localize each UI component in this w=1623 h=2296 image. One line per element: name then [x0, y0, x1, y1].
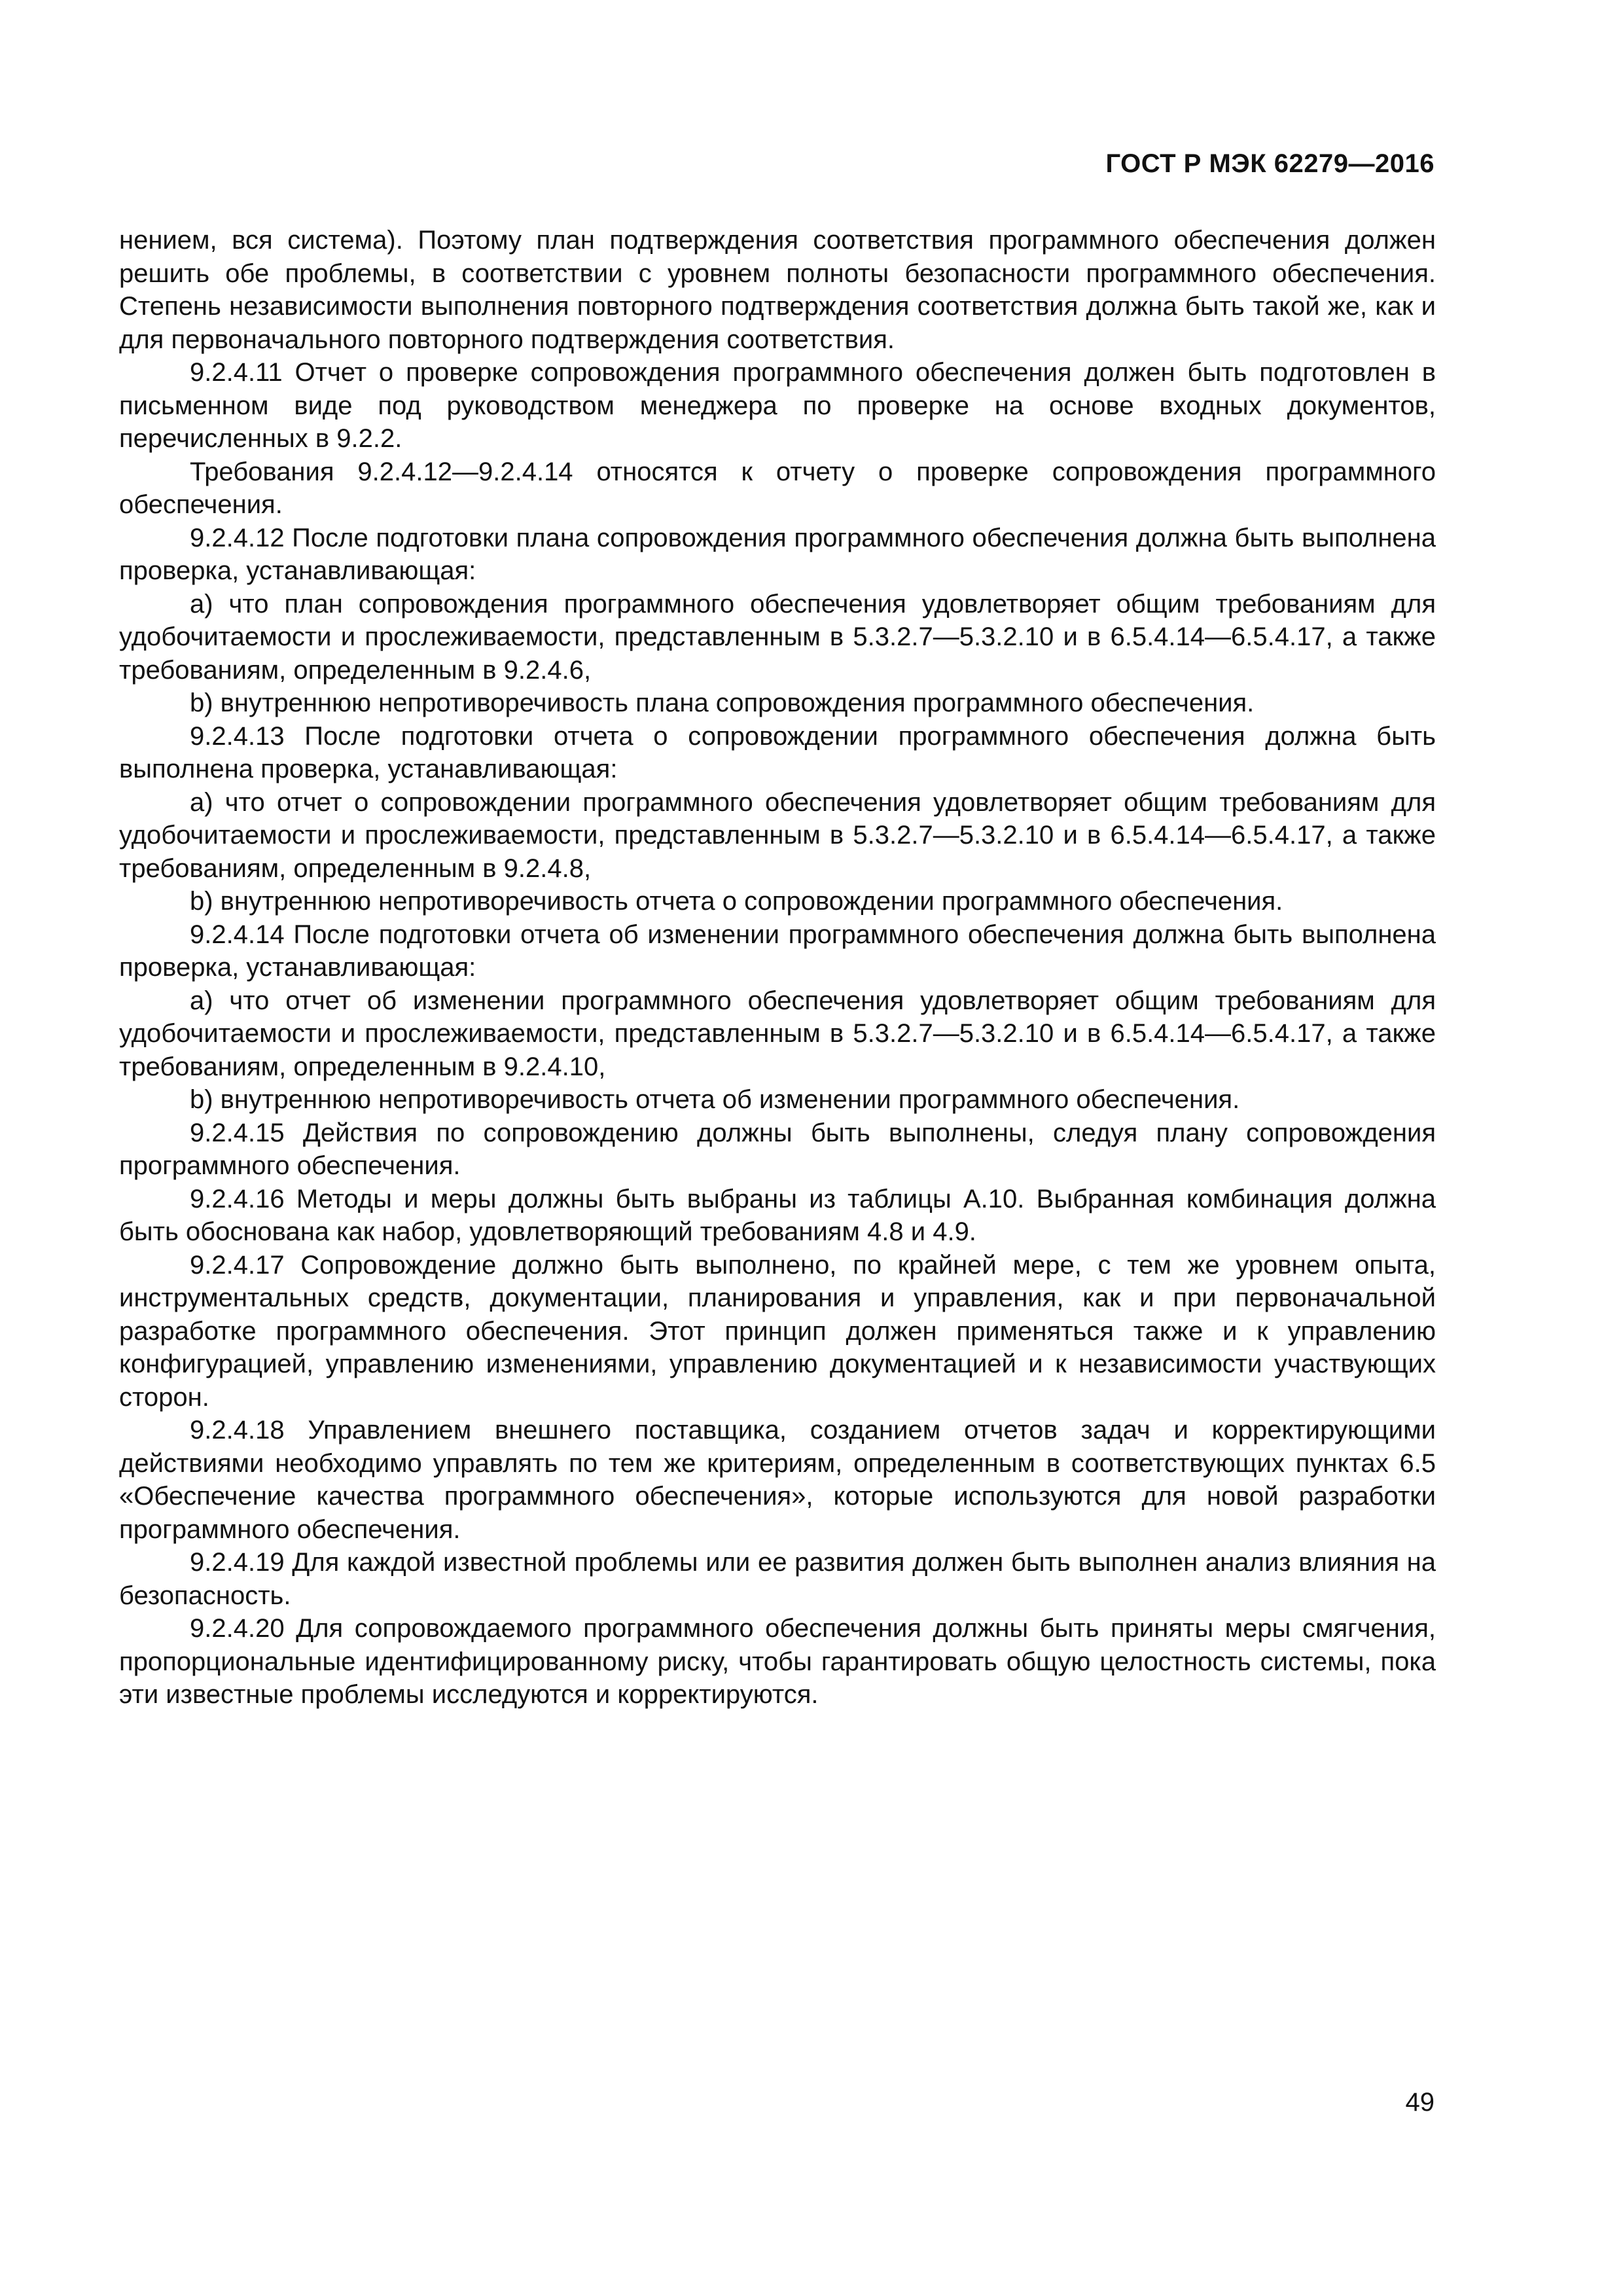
paragraph-9-2-4-17: 9.2.4.17 Сопровождение должно быть выполнено, по крайней мере, с тем же уровнем опыта, инструментальных средств, документации, планирования и управления, как и при первоначальной разработке программного обеспечения. Этот принцип должен применяться также и к управлению конфигурацией, управлению изменениями, управлению документацией и к независимости участвующих сторон. — [119, 1250, 1436, 1412]
paragraph-9-2-4-18: 9.2.4.18 Управлением внешнего поставщика, созданием отчетов задач и корректирующими действиями необходимо управлять по тем же критериям, определенным в соответствующих пунктах 6.5 «Обеспечение качества программного обеспечения», которые используются для новой разработки программного обеспечения. — [119, 1416, 1436, 1544]
document-body — [119, 224, 1436, 1712]
paragraph-9-2-4-19: 9.2.4.19 Для каждой известной проблемы или ее развития должен быть выполнен анализ влияния на безопасность. — [119, 1548, 1436, 1610]
paragraph-9-2-4-14: 9.2.4.14 После подготовки отчета об изменении программного обеспечения должна быть выполнена проверка, устанавливающая: — [119, 920, 1436, 982]
paragraph-requirements-note: Требования 9.2.4.12—9.2.4.14 относятся к отчету о проверке сопровождения программного обеспечения. — [119, 457, 1436, 519]
paragraph-9-2-4-20: 9.2.4.20 Для сопровождаемого программного обеспечения должны быть приняты меры смягчения, пропорциональные идентифицированному риску, чтобы гарантировать общую целостность системы, пока эти известные проблемы исследуются и корректируются. — [119, 1614, 1436, 1709]
paragraph-continuation: нением, вся система). Поэтому план подтверждения соответствия программного обеспечения должен решить обе проблемы, в соответствии с уровнем полноты безопасности программного обеспечения. Степень независимости выполнения повторного подтверждения соответствия должна быть такой же, как и для первоначального повторного подтверждения соответствия. — [119, 226, 1436, 354]
page-number: 49 — [1405, 2088, 1435, 2117]
list-item-b: b) внутреннюю непротиворечивость плана сопровождения программного обеспечения. — [190, 689, 1255, 717]
document-header: ГОСТ Р МЭК 62279—2016 — [1105, 149, 1435, 178]
list-item-a: a) что отчет о сопровождении программного обеспечения удовлетворяет общим требованиям для удобочитаемости и прослеживаемости, представленным в 5.3.2.7—5.3.2.10 и в 6.5.4.14—6.5.4.17, а также требованиям, определенным в 9.2.4.8, — [119, 787, 1436, 883]
paragraph-9-2-4-15: 9.2.4.15 Действия по сопровождению должны быть выполнены, следуя плану сопровождения программного обеспечения. — [119, 1118, 1436, 1180]
list-item-a: a) что отчет об изменении программного обеспечения удовлетворяет общим требованиям для удобочитаемости и прослеживаемости, представленным в 5.3.2.7—5.3.2.10 и в 6.5.4.14—6.5.4.17, а также требованиям, определенным в 9.2.4.10, — [119, 986, 1436, 1081]
list-item-a: a) что план сопровождения программного обеспечения удовлетворяет общим требованиям для удобочитаемости и прослеживаемости, представленным в 5.3.2.7—5.3.2.10 и в 6.5.4.14—6.5.4.17, а также требованиям, определенным в 9.2.4.6, — [119, 589, 1436, 685]
paragraph-9-2-4-11: 9.2.4.11 Отчет о проверке сопровождения программного обеспечения должен быть подготовлен в письменном виде под руководством менеджера по проверке на основе входных документов, перечисленных в 9.2.2. — [119, 358, 1436, 453]
list-item-b: b) внутреннюю непротиворечивость отчета об изменении программного обеспечения. — [190, 1085, 1240, 1114]
paragraph-9-2-4-16: 9.2.4.16 Методы и меры должны быть выбраны из таблицы А.10. Выбранная комбинация должна быть обоснована как набор, удовлетворяющий требованиям 4.8 и 4.9. — [119, 1184, 1436, 1246]
paragraph-9-2-4-12: 9.2.4.12 После подготовки плана сопровождения программного обеспечения должна быть выполнена проверка, устанавливающая: — [119, 523, 1436, 585]
list-item-b: b) внутреннюю непротиворечивость отчета о сопровождении программного обеспечения. — [190, 887, 1283, 916]
paragraph-9-2-4-13: 9.2.4.13 После подготовки отчета о сопровождении программного обеспечения должна быть выполнена проверка, устанавливающая: — [119, 721, 1436, 783]
